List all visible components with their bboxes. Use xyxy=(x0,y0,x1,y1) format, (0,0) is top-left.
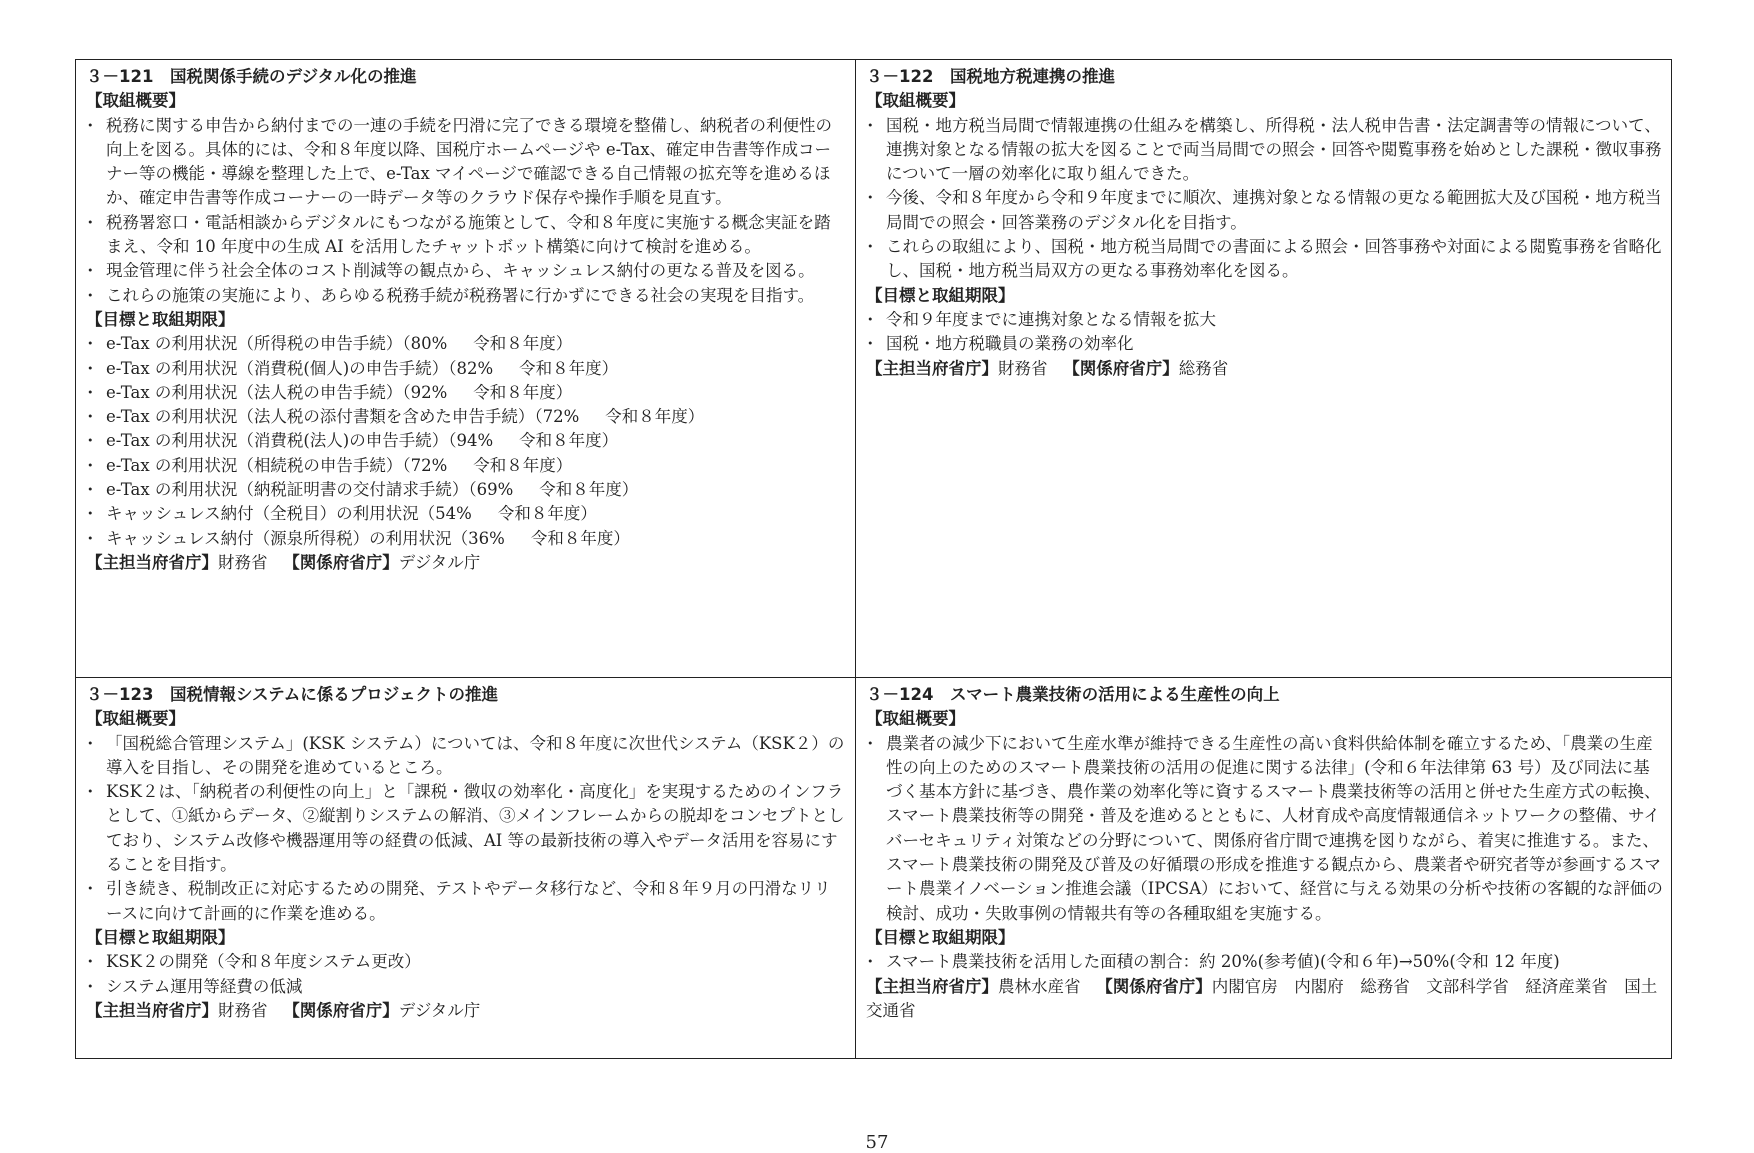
goal-text: e-Tax の利用状況（消費税(個人)の申告手続）（82% xyxy=(106,358,494,378)
goal-deadline: 令和８年度） xyxy=(497,504,597,524)
goal-item xyxy=(866,308,1663,332)
overview-item: ・ これらの施策の実施により、あらゆる税務手続が税務署に行かずにできる社会の実現を目指す。 xyxy=(86,284,847,308)
related-ministry-label: 【関係府省庁】 xyxy=(1096,976,1212,996)
lead-ministry-label: 【主担当府省庁】 xyxy=(86,1000,218,1020)
goals-heading: 【目標と取組期限】 xyxy=(86,309,235,329)
goal-deadline: 令和８年度） xyxy=(473,334,573,354)
goal-item xyxy=(866,332,1663,356)
related-ministries: 内閣官房 内閣府 総務省 文部科学省 経済産業省 国土交通省 xyxy=(866,976,1658,1020)
overview-item: ・ 現金管理に伴う社会全体のコスト削減等の観点から、キャッシュレス納付の更なる普及を図る。 xyxy=(86,259,847,283)
goal-text: 国税・地方税職員の業務の効率化 xyxy=(886,334,1134,354)
overview-item: ・ 税務署窓口・電話相談からデジタルにもつながる施策として、令和８年度に実施する概念実証を踏まえ、令和 10 年度中の生成 AI を活用したチャットボット構築に向けて検討を進める。 xyxy=(86,211,847,260)
measure-title: ３－123 国税情報システムに係るプロジェクトの推進 xyxy=(86,685,498,704)
goals-list xyxy=(866,950,1663,974)
goal-item xyxy=(86,405,847,429)
lead-ministry: 財務省 xyxy=(218,552,268,572)
ministry-line xyxy=(86,999,847,1023)
goal-deadline: 令和８年度） xyxy=(473,455,573,475)
related-ministries: デジタル庁 xyxy=(398,552,481,572)
overview-item: ・ 国税・地方税当局間で情報連携の仕組みを構築し、所得税・法人税申告書・法定調書等の情報について、連携対象となる情報の拡大を図ることで両当局間での照会・回答や閲覧事務を始めとした課税・徴収事務について一層の効率化に取り組んできた。 xyxy=(866,114,1663,187)
overview-list xyxy=(866,732,1663,926)
goals-heading: 【目標と取組期限】 xyxy=(866,285,1015,305)
measures-table xyxy=(75,59,1672,1059)
goals-list xyxy=(86,332,847,551)
overview-item: ・ 引き続き、税制改正に対応するための開発、テストやデータ移行など、令和８年９月の円滑なリリースに向けて計画的に作業を進める。 xyxy=(86,877,847,926)
goal-item xyxy=(86,429,847,453)
goal-text: KSK２の開発（令和８年度システム更改） xyxy=(106,952,421,972)
goals-list xyxy=(866,308,1663,357)
goal-deadline: 令和８年度） xyxy=(473,382,573,402)
goal-item xyxy=(86,975,847,999)
goal-text: e-Tax の利用状況（消費税(法人)の申告手続）（94% xyxy=(106,431,494,451)
related-ministry-label: 【関係府省庁】 xyxy=(283,1000,399,1020)
measure-cell-3-122 xyxy=(856,60,1672,678)
measure-title: ３－122 国税地方税連携の推進 xyxy=(866,67,1115,86)
measure-cell-3-121 xyxy=(76,60,856,678)
goal-item xyxy=(866,950,1663,974)
lead-ministry-label: 【主担当府省庁】 xyxy=(866,358,998,378)
overview-heading: 【取組概要】 xyxy=(86,709,185,729)
ministry-line xyxy=(866,975,1663,1024)
goal-item xyxy=(86,332,847,356)
measure-cell-3-124 xyxy=(856,678,1672,1059)
ministry-line xyxy=(866,357,1663,381)
measure-cell-3-123 xyxy=(76,678,856,1059)
goal-item xyxy=(86,527,847,551)
ministry-spacer xyxy=(1048,359,1064,378)
goal-text: e-Tax の利用状況（納税証明書の交付請求手続）（69% xyxy=(106,480,514,500)
ministry-spacer xyxy=(268,1001,284,1020)
goal-item xyxy=(86,357,847,381)
lead-ministry: 財務省 xyxy=(218,1000,268,1020)
goal-text: キャッシュレス納付（全税目）の利用状況（54% xyxy=(106,504,472,524)
goal-text: e-Tax の利用状況（所得税の申告手続）（80% xyxy=(106,334,448,354)
overview-heading: 【取組概要】 xyxy=(866,709,965,729)
related-ministries: 総務省 xyxy=(1178,358,1229,378)
goal-text: 令和９年度までに連携対象となる情報を拡大 xyxy=(886,309,1216,329)
related-ministry-label: 【関係府省庁】 xyxy=(1063,358,1179,378)
overview-item: ・ これらの取組により、国税・地方税当局間での書面による照会・回答事務や対面による閲覧事務を省略化し、国税・地方税当局双方の更なる事務効率化を図る。 xyxy=(866,235,1663,284)
overview-item: ・ KSK２は、「納税者の利便性の向上」と「課税・徴収の効率化・高度化」を実現するためのインフラとして、①紙からデータ、②縦割りシステムの解消、③メインフレームからの脱却をコンセプトとしており、システム改修や機器運用等の経費の低減、AI 等の最新技術の導入やデータ活用を容易にすることを目指す。 xyxy=(86,780,847,877)
lead-ministry: 財務省 xyxy=(998,358,1048,378)
overview-item: ・ 農業者の減少下において生産水準が維持できる生産性の高い食料供給体制を確立するため、「農業の生産性の向上のためのスマート農業技術の活用の促進に関する法律」(令和６年法律第 63 号）及び同法に基づく基本方針に基づき、農作業の効率化等に資するスマート農業技術等の活用と併せた生産方式の転換、スマート農業技術等の開発・普及を進めるとともに、人材育成や高度情報通信ネットワークの整備、サイバーセキュリティ対策などの分野について、関係府省庁間で連携を図りながら、着実に推進する。また、スマート農業技術の開発及び普及の好循環の形成を推進する観点から、農業者や研究者等が参画するスマート農業イノベーション推進会議（IPCSA）において、経営に与える効果の分析や技術の客観的な評価の検討、成功・失敗事例の情報共有等の各種取組を実施する。 xyxy=(866,732,1663,926)
overview-heading: 【取組概要】 xyxy=(86,91,185,111)
goal-deadline: 令和８年度） xyxy=(519,358,619,378)
overview-item: ・ 税務に関する申告から納付までの一連の手続を円滑に完了できる環境を整備し、納税者の利便性の向上を図る。具体的には、令和８年度以降、国税庁ホームページや e-Tax、確定申告書等作成コーナー等の機能・導線を整理した上で、e-Tax マイページで確認できる自己情報の拡充等を進めるほか、確定申告書等作成コーナーの一時データ等のクラウド保存や操作手順を見直す。 xyxy=(86,114,847,211)
goals-heading: 【目標と取組期限】 xyxy=(86,927,235,947)
goal-text: e-Tax の利用状況（法人税の添付書類を含めた申告手続）（72% xyxy=(106,407,580,427)
goal-text: e-Tax の利用状況（相続税の申告手続）（72% xyxy=(106,455,448,475)
ministry-line xyxy=(86,551,847,575)
overview-heading: 【取組概要】 xyxy=(866,91,965,111)
related-ministries: デジタル庁 xyxy=(398,1000,481,1020)
page-number: 57 xyxy=(865,1132,889,1153)
overview-list xyxy=(86,114,847,308)
goal-deadline: 令和８年度） xyxy=(519,431,619,451)
overview-list xyxy=(866,114,1663,284)
goal-text: キャッシュレス納付（源泉所得税）の利用状況（36% xyxy=(106,528,505,548)
goal-item xyxy=(86,454,847,478)
overview-list xyxy=(86,732,847,926)
goal-item xyxy=(86,502,847,526)
goal-deadline: 令和８年度） xyxy=(530,528,630,548)
goal-item xyxy=(86,381,847,405)
lead-ministry-label: 【主担当府省庁】 xyxy=(866,976,998,996)
measure-title: ３－124 スマート農業技術の活用による生産性の向上 xyxy=(866,685,1280,704)
lead-ministry-label: 【主担当府省庁】 xyxy=(86,552,218,572)
goal-deadline: 令和８年度） xyxy=(539,480,639,500)
overview-item: ・ 今後、令和８年度から令和９年度までに順次、連携対象となる情報の更なる範囲拡大及び国税・地方税当局間での照会・回答業務のデジタル化を目指す。 xyxy=(866,186,1663,235)
ministry-spacer xyxy=(1081,977,1097,996)
goal-text: スマート農業技術を活用した面積の割合：約 20%(参考値)(令和６年)→50%(令和 12 年度) xyxy=(886,952,1560,972)
goal-item xyxy=(86,950,847,974)
measure-title: ３－121 国税関係手続のデジタル化の推進 xyxy=(86,67,417,86)
lead-ministry: 農林水産省 xyxy=(998,976,1081,996)
goal-deadline: 令和８年度） xyxy=(605,407,705,427)
goal-text: e-Tax の利用状況（法人税の申告手続）（92% xyxy=(106,382,448,402)
goals-list xyxy=(86,950,847,999)
overview-item: ・ 「国税総合管理システム」(KSK システム）については、令和８年度に次世代システム（KSK２）の導入を目指し、その開発を進めているところ。 xyxy=(86,732,847,781)
goals-heading: 【目標と取組期限】 xyxy=(866,927,1015,947)
goal-text: システム運用等経費の低減 xyxy=(106,976,303,996)
related-ministry-label: 【関係府省庁】 xyxy=(283,552,399,572)
ministry-spacer xyxy=(268,553,284,572)
goal-item xyxy=(86,478,847,502)
